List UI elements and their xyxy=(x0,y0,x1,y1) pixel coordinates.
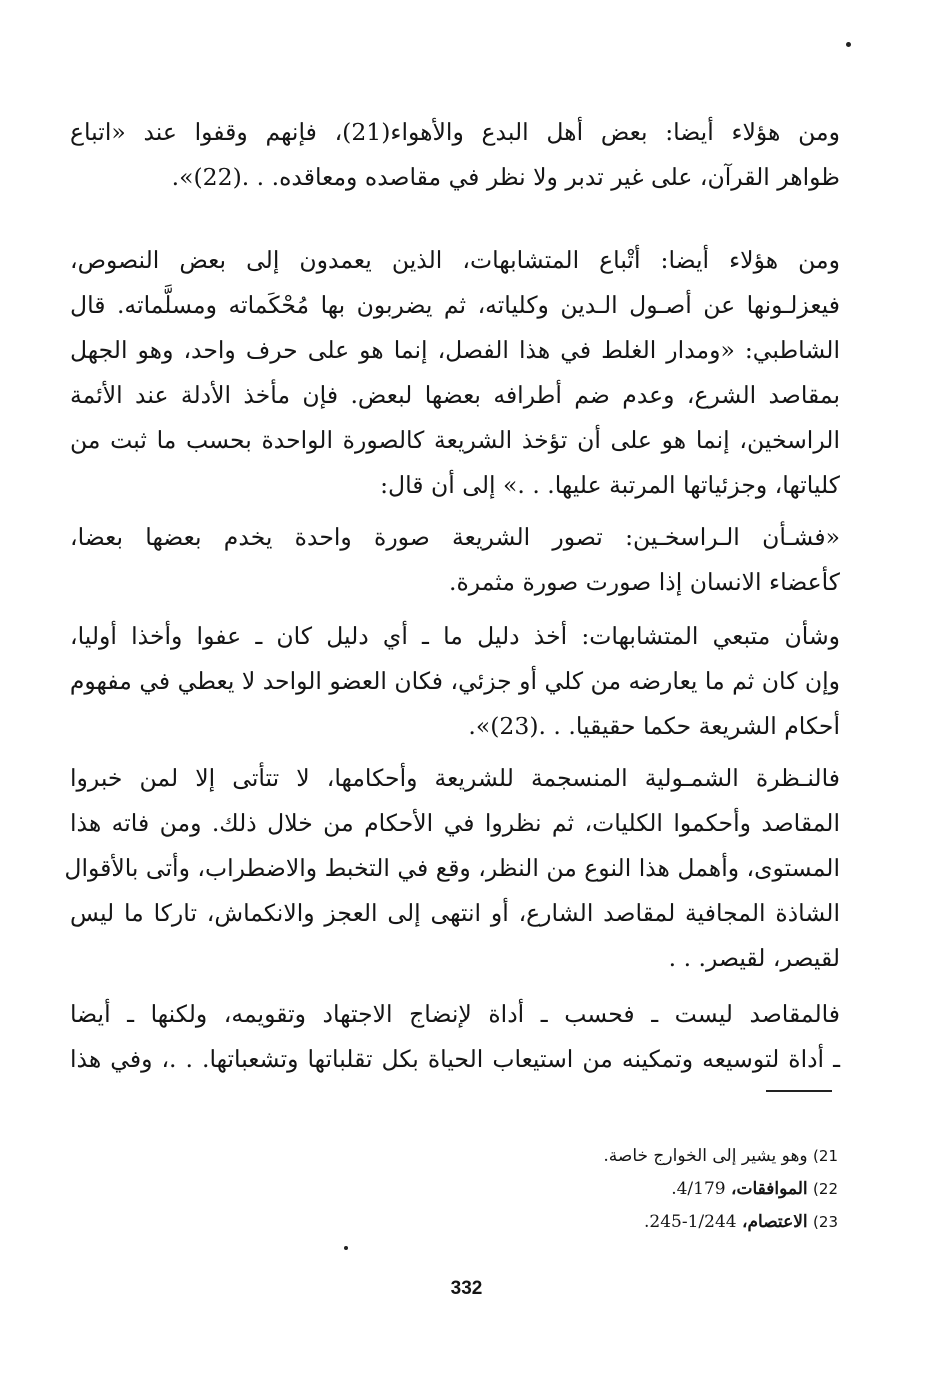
text-line: الراسخين، إنما هو على أن تؤخذ الشريعة كالصورة الواحدة بحسب ما ثبت من xyxy=(70,426,840,454)
text-line: فالمقاصد ليست ـ فحسب ـ أداة لإنضاج الاجتهاد وتقويمه، ولكنها ـ أيضا xyxy=(70,1000,840,1028)
text-line: ـ أداة لتوسيعه وتمكينه من استيعاب الحياة بكل تقلباتها وتشعباتها. . .، وفي هذا xyxy=(70,1045,840,1073)
footnote-number: 22) xyxy=(813,1180,838,1198)
footnote-text: وهو يشير إلى الخوارج خاصة. xyxy=(603,1146,808,1166)
page-number: 332 xyxy=(450,1278,483,1299)
text-line: وإن كان ثم ما يعارضه من كلي أو جزئي، فكان العضو الواحد لا يعطي في مفهوم xyxy=(69,667,840,695)
paragraph-6 xyxy=(70,992,840,1082)
text-line: ومن هؤلاء أيضا: بعض أهل البدع والأهواء(21)، فإنهم وقفوا عند «اتباع xyxy=(70,118,840,146)
text-line: فالنـظرة الشمـولية المنسجمة للشريعة وأحكامها، لا تتأتى إلا لمن خبروا xyxy=(70,764,840,792)
speck-mark xyxy=(344,1246,348,1250)
text-line: المقاصد وأحكموا الكليات، ثم نظروا في الأحكام من خلال ذلك. ومن فاته هذا xyxy=(70,809,840,837)
footnote-separator xyxy=(766,1090,832,1092)
text-line: لقيصر، لقيصر. . . xyxy=(668,944,840,972)
text-line: بمقاصد الشرع، وعدم ضم أطرافه بعضها لبعض. فإن مأخذ الأدلة عند الأئمة xyxy=(70,381,840,409)
quote-paragraph-1 xyxy=(70,515,840,605)
footnote-text: 4/179. xyxy=(671,1179,726,1199)
footnote xyxy=(520,1140,838,1173)
speck-mark xyxy=(846,42,851,47)
text-line: الشاذة المجافية لمقاصد الشارع، أو انتهى إلى العجز والانكماش، تاركا ما ليس xyxy=(70,899,840,927)
text-line: كلياتها، وجزئياتها المرتبة عليها. . .» إلى أن قال: xyxy=(380,471,840,499)
text-line: الشاطبي: «ومدار الغلط في هذا الفصل، إنما هو على حرف واحد، وهو الجهل xyxy=(70,336,840,364)
quote-paragraph-2 xyxy=(70,614,840,749)
footnote xyxy=(520,1206,838,1239)
text-line: وشأن متبعي المتشابهات: أخذ دليل ما ـ أي دليل كان ـ عفوا وأخذا أوليا، xyxy=(70,622,840,650)
text-line: أحكام الشريعة حكما حقيقيا. . .(23)». xyxy=(468,712,840,740)
text-line: المستوى، وأهمل هذا النوع من النظر، وقع في التخبط والاضطراب، وأتى بالأقوال xyxy=(64,854,840,882)
footnote-source: الموافقات، xyxy=(731,1179,808,1199)
footnotes xyxy=(520,1140,838,1239)
text-line: كأعضاء الانسان إذا صورت صورة مثمرة. xyxy=(448,568,840,596)
footnote-source: الاعتصام، xyxy=(742,1212,808,1232)
footnote-number: 23) xyxy=(813,1213,838,1231)
paragraph-5 xyxy=(64,756,840,981)
footnote xyxy=(520,1173,838,1206)
text-line: ظواهر القرآن، على غير تدبر ولا نظر في مقاصده ومعاقده. . .(22)». xyxy=(171,163,840,191)
text-line: فيعزلـونها عن أصـول الـدين وكلياته، ثم يضربون بها مُحْكَماته ومسلَّماته. قال xyxy=(70,291,840,319)
text-line: «فشـأن الـراسخـين: تصور الشريعة صورة واحدة يخدم بعضها بعضا، xyxy=(70,523,840,551)
footnote-text: 1/244-245. xyxy=(643,1212,737,1232)
footnote-number: 21) xyxy=(813,1147,838,1165)
text-line: ومن هؤلاء أيضا: أتْباع المتشابهات، الذين يعمدون إلى بعض النصوص، xyxy=(70,246,840,274)
paragraph-2 xyxy=(70,238,840,508)
paragraph-1 xyxy=(70,110,840,200)
